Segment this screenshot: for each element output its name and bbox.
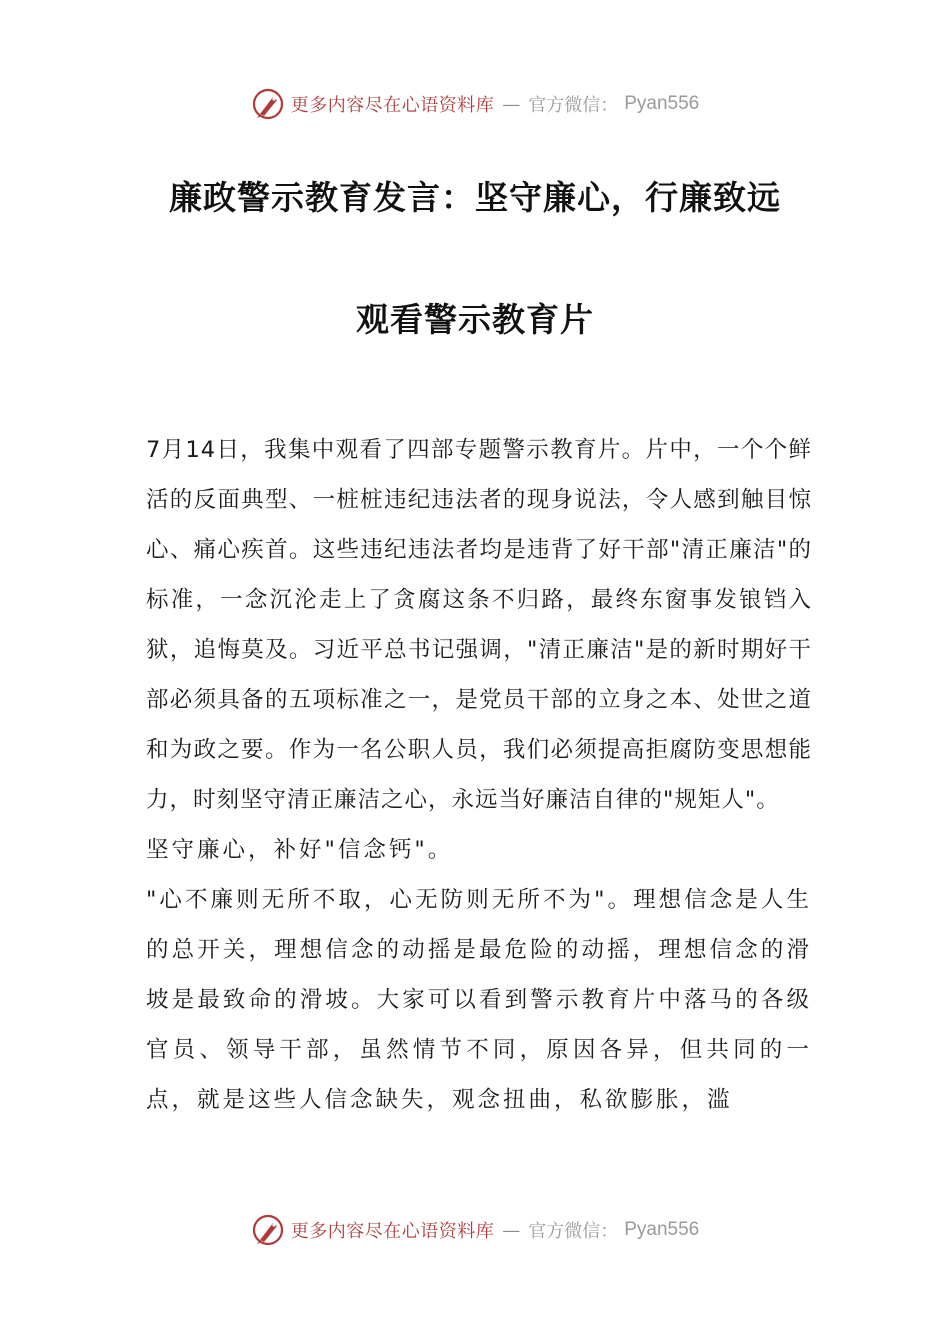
banner-wechat-id: Pyan556 <box>624 93 700 114</box>
body-paragraph-1: 7月14日，我集中观看了四部专题警示教育片。片中，一个个鲜活的反面典型、一桩桩违纪违法者的现身说法，令人感到触目惊心、痛心疾首。这些违纪违法者均是违背了好干部"清正廉洁"的标准，一念沉沦走上了贪腐这条不归路，最终东窗事发锒铛入狱，追悔莫及。习近平总书记强调，"清正廉洁"是的新时期好干部必须具备的五项标准之一，是党员干部的立身之本、处世之道和为政之要。作为一名公职人员，我们必须提高拒腐防变思想能力，时刻坚守清正廉洁之心，永远当好廉洁自律的"规矩人"。 <box>146 437 812 813</box>
pen-nib-logo-icon <box>251 87 285 121</box>
section-heading: 坚守廉心，补好"信念钙"。 <box>146 837 454 863</box>
footer-banner-official-label: 官方微信： <box>528 1221 619 1242</box>
footer-banner-separator: — <box>502 1219 521 1241</box>
document-subtitle: 观看警示教育片 <box>356 300 594 339</box>
banner-text: 更多内容尽在心语资料库 <box>290 95 495 116</box>
footer-banner-wechat-id: Pyan556 <box>624 1219 700 1240</box>
body-paragraph-2: "心不廉则无所不取，心无防则无所不为"。理想信念是人生的总开关，理想信念的动摇是最危险的动摇，理想信念的滑坡是最致命的滑坡。大家可以看到警示教育片中落马的各级官员、领导干部，虽然情节不同，原因各异，但共同的一点，就是这些人信念缺失，观念扭曲，私欲膨胀，滥 <box>146 887 812 1113</box>
document-body <box>146 425 812 1125</box>
banner-separator: — <box>502 93 521 115</box>
banner-official-label: 官方微信： <box>528 95 619 116</box>
header-banner <box>0 84 950 124</box>
pen-nib-logo-icon <box>251 1213 285 1247</box>
footer-banner-text: 更多内容尽在心语资料库 <box>290 1221 495 1242</box>
document-title: 廉政警示教育发言：坚守廉心，行廉致远 <box>169 178 781 217</box>
footer-banner <box>0 1210 950 1250</box>
